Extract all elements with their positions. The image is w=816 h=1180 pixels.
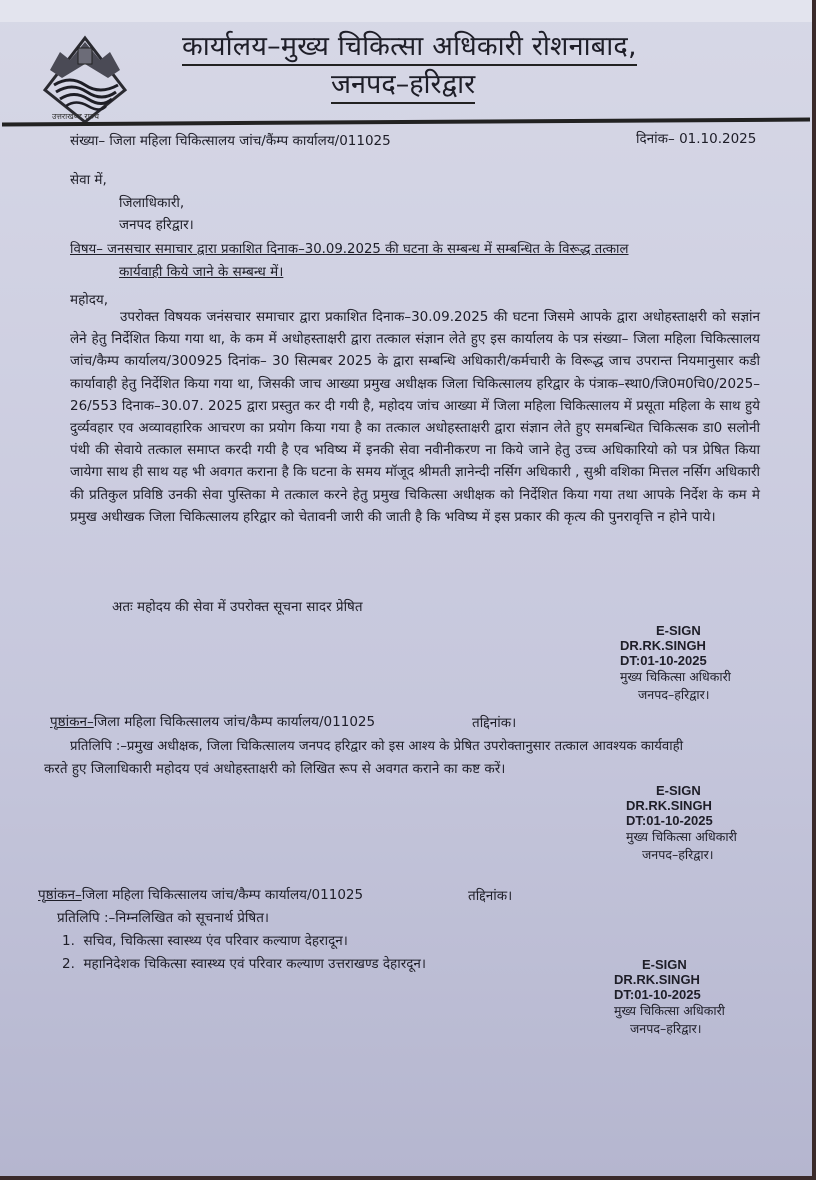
logo-caption: उत्तराखण्ड राज्य (52, 112, 99, 121)
esign-district: जनपद–हरिद्वार। (630, 1021, 702, 1036)
esign-name: DR.RK.SINGH (614, 972, 700, 987)
salutation-to: सेवा में, (70, 172, 107, 188)
addressee-line-1: जिलाधिकारी, (119, 195, 185, 211)
esign-designation: मुख्य चिकित्सा अधिकारी (614, 1003, 725, 1018)
e-signature-block (626, 783, 737, 864)
letterhead-district: जनपद–हरिद्वार (331, 64, 475, 104)
esign-district: जनपद–हरिद्वार। (638, 687, 710, 702)
esign-district: जनपद–हरिद्वार। (642, 847, 714, 862)
endorsement-2 (38, 885, 363, 903)
esign-designation: मुख्य चिकित्सा अधिकारी (626, 829, 737, 844)
esign-label: E-SIGN (656, 783, 701, 798)
esign-label: E-SIGN (656, 623, 701, 638)
esign-designation: मुख्य चिकित्सा अधिकारी (620, 669, 731, 684)
addressee-line-2: जनपद हरिद्वार। (119, 217, 194, 233)
esign-date: DT:01-10-2025 (626, 813, 713, 828)
endorsement-prefix: पृष्ठांकन– (50, 714, 94, 730)
endorsement-number: जिला महिला चिकित्सालय जांच/कैम्प कार्यालय/011025 (81, 887, 364, 903)
esign-name: DR.RK.SINGH (626, 798, 712, 813)
endorsement-1-date: तद्दिनांक। (472, 715, 517, 731)
reference-number: संख्या– जिला महिला चिकित्सालय जांच/कैंम्प कार्यालय/011025 (70, 133, 391, 149)
copy-to-line-1: प्रतिलिपि :–प्रमुख अधीक्षक, जिला चिकित्सालय जनपद हरिद्वार को इस आश्य के प्रेषित उपरोक्तानुसार तत्काल आवश्यक कार्यवाही (70, 739, 684, 754)
e-signature-block (614, 957, 725, 1038)
endorsement-2-date: तद्दिनांक। (468, 888, 513, 904)
recipient-item (62, 954, 426, 972)
recipient-number: 2. (62, 956, 75, 972)
recipient-text: महानिदेशक चिकित्सा स्वास्थ्य एवं परिवार कल्याण उत्तराखण्ड देहारदून। (83, 956, 427, 972)
esign-name: DR.RK.SINGH (620, 638, 706, 653)
greeting: महोदय, (70, 292, 109, 308)
endorsement-prefix: पृष्ठांकन– (38, 887, 82, 903)
e-signature-block (620, 623, 731, 704)
subject-line-1: विषय– जनसचार समाचार द्वारा प्रकाशित दिनाक–30.09.2025 की घटना के सम्बन्ध में सम्बन्धित के विरूद्ध तत्काल (70, 242, 629, 257)
recipient-number: 1. (62, 933, 75, 949)
recipient-item (62, 931, 348, 949)
paper-top-band (0, 0, 812, 22)
esign-label: E-SIGN (642, 957, 687, 972)
esign-date: DT:01-10-2025 (614, 987, 701, 1002)
copy-to-line-2: करते हुए जिलाधिकारी महोदय एवं अधोहस्ताक्षरी को लिखित रूप से अवगत कराने का कष्ट करें। (44, 761, 506, 777)
endorsement-1 (50, 712, 375, 730)
copy-to-intro: प्रतिलिपि :–निम्नलिखित को सूचनार्थ प्रेषित। (57, 910, 270, 926)
endorsement-number: जिला महिला चिकित्सालय जांच/कैम्प कार्यालय/011025 (93, 714, 376, 730)
letterhead-title: कार्यालय–मुख्य चिकित्सा अधिकारी रोशनाबाद, (182, 26, 637, 66)
body-paragraph: उपरोक्त विषयक जनंसचार समाचार द्वारा प्रकाशित दिनाक–30.09.2025 की घटना जिसमे आपके द्वारा अधोहस्ताक्षरी को सज्ञांन लेने हेतु निर्देशित किया गया था, के कम में अधोहस्ताक्षरी द्वारा तत्काल संज्ञान लेते हुए इस कार्यालय के पत्र संख्या– जिला महिला चिकित्सालय जांच/कैम्प कार्यालय/300925 दिनांक– 30 सित्मबर 2025 के द्वारा सम्बन्धि अधिकारी/कर्मचारी के विरूद्ध जाच उपरान्त नियमानुसार कडी कार्यावाही हेतु निर्देशित किया गया था, जिसकी जाच आख्या प्रमुख अधीक्षक जिला चिकित्सालय हरिद्वार के पंत्राक–स्था0/जि0म0चि0/2025–26/553 दिनाक–30.07. 2025 द्वारा प्रस्तुत कर दी गयी है, महोदय जांच आख्या में जिला महिला चिकित्सालय में प्रसूता महिला के साथ हुये दुर्व्यवहार एव अव्यावहारिक आचरण का प्रयोग किया गया है का तत्काल अधोहस्ताक्षरी द्वारा संज्ञान लेते हुए समबन्धित चिकित्सक डा0 सलोनी पंथी की सेवाये तत्काल समाप्त करदी गयी है एव भविष्य में इनकी सेवा नवीनीकरण ना किये जाने हेतु उच्च अधिकारियो को पत्र प्रेषित किया जायेगा साथ ही साथ यह भी अवगत कराना है कि घटना के समय मॉजूद श्रीमती ज्ञानेन्दी नर्सिग अधिकारी , सुश्री वशिका मित्तल नर्सिग अधिकारी की प्रतिकुल प्रविष्ठि उनकी सेवा पुस्तिका मे तत्काल करने हेतु प्रमुख चिकित्सा अधीक्षक को निर्देशित किया गया तथा आपके निर्देश के कम मे प्रमुख अधीखक जिला चिकित्सालय हरिद्वार को चेतावनी जारी की जाती है कि भविष्य में इस प्रकार की कृत्य की पुनरावृत्ति न होने पाये। (70, 309, 760, 525)
esign-date: DT:01-10-2025 (620, 653, 707, 668)
subject-line-2: कार्यवाही किये जाने के सम्बन्ध में। (119, 264, 284, 280)
recipient-text: सचिव, चिकित्सा स्वास्थ्य एंव परिवार कल्याण देहरादून। (83, 933, 348, 949)
letter-date: दिनांक– 01.10.2025 (636, 131, 757, 147)
closing-line: अतः महोदय की सेवा में उपरोक्त सूचना सादर प्रेषित (112, 599, 363, 615)
